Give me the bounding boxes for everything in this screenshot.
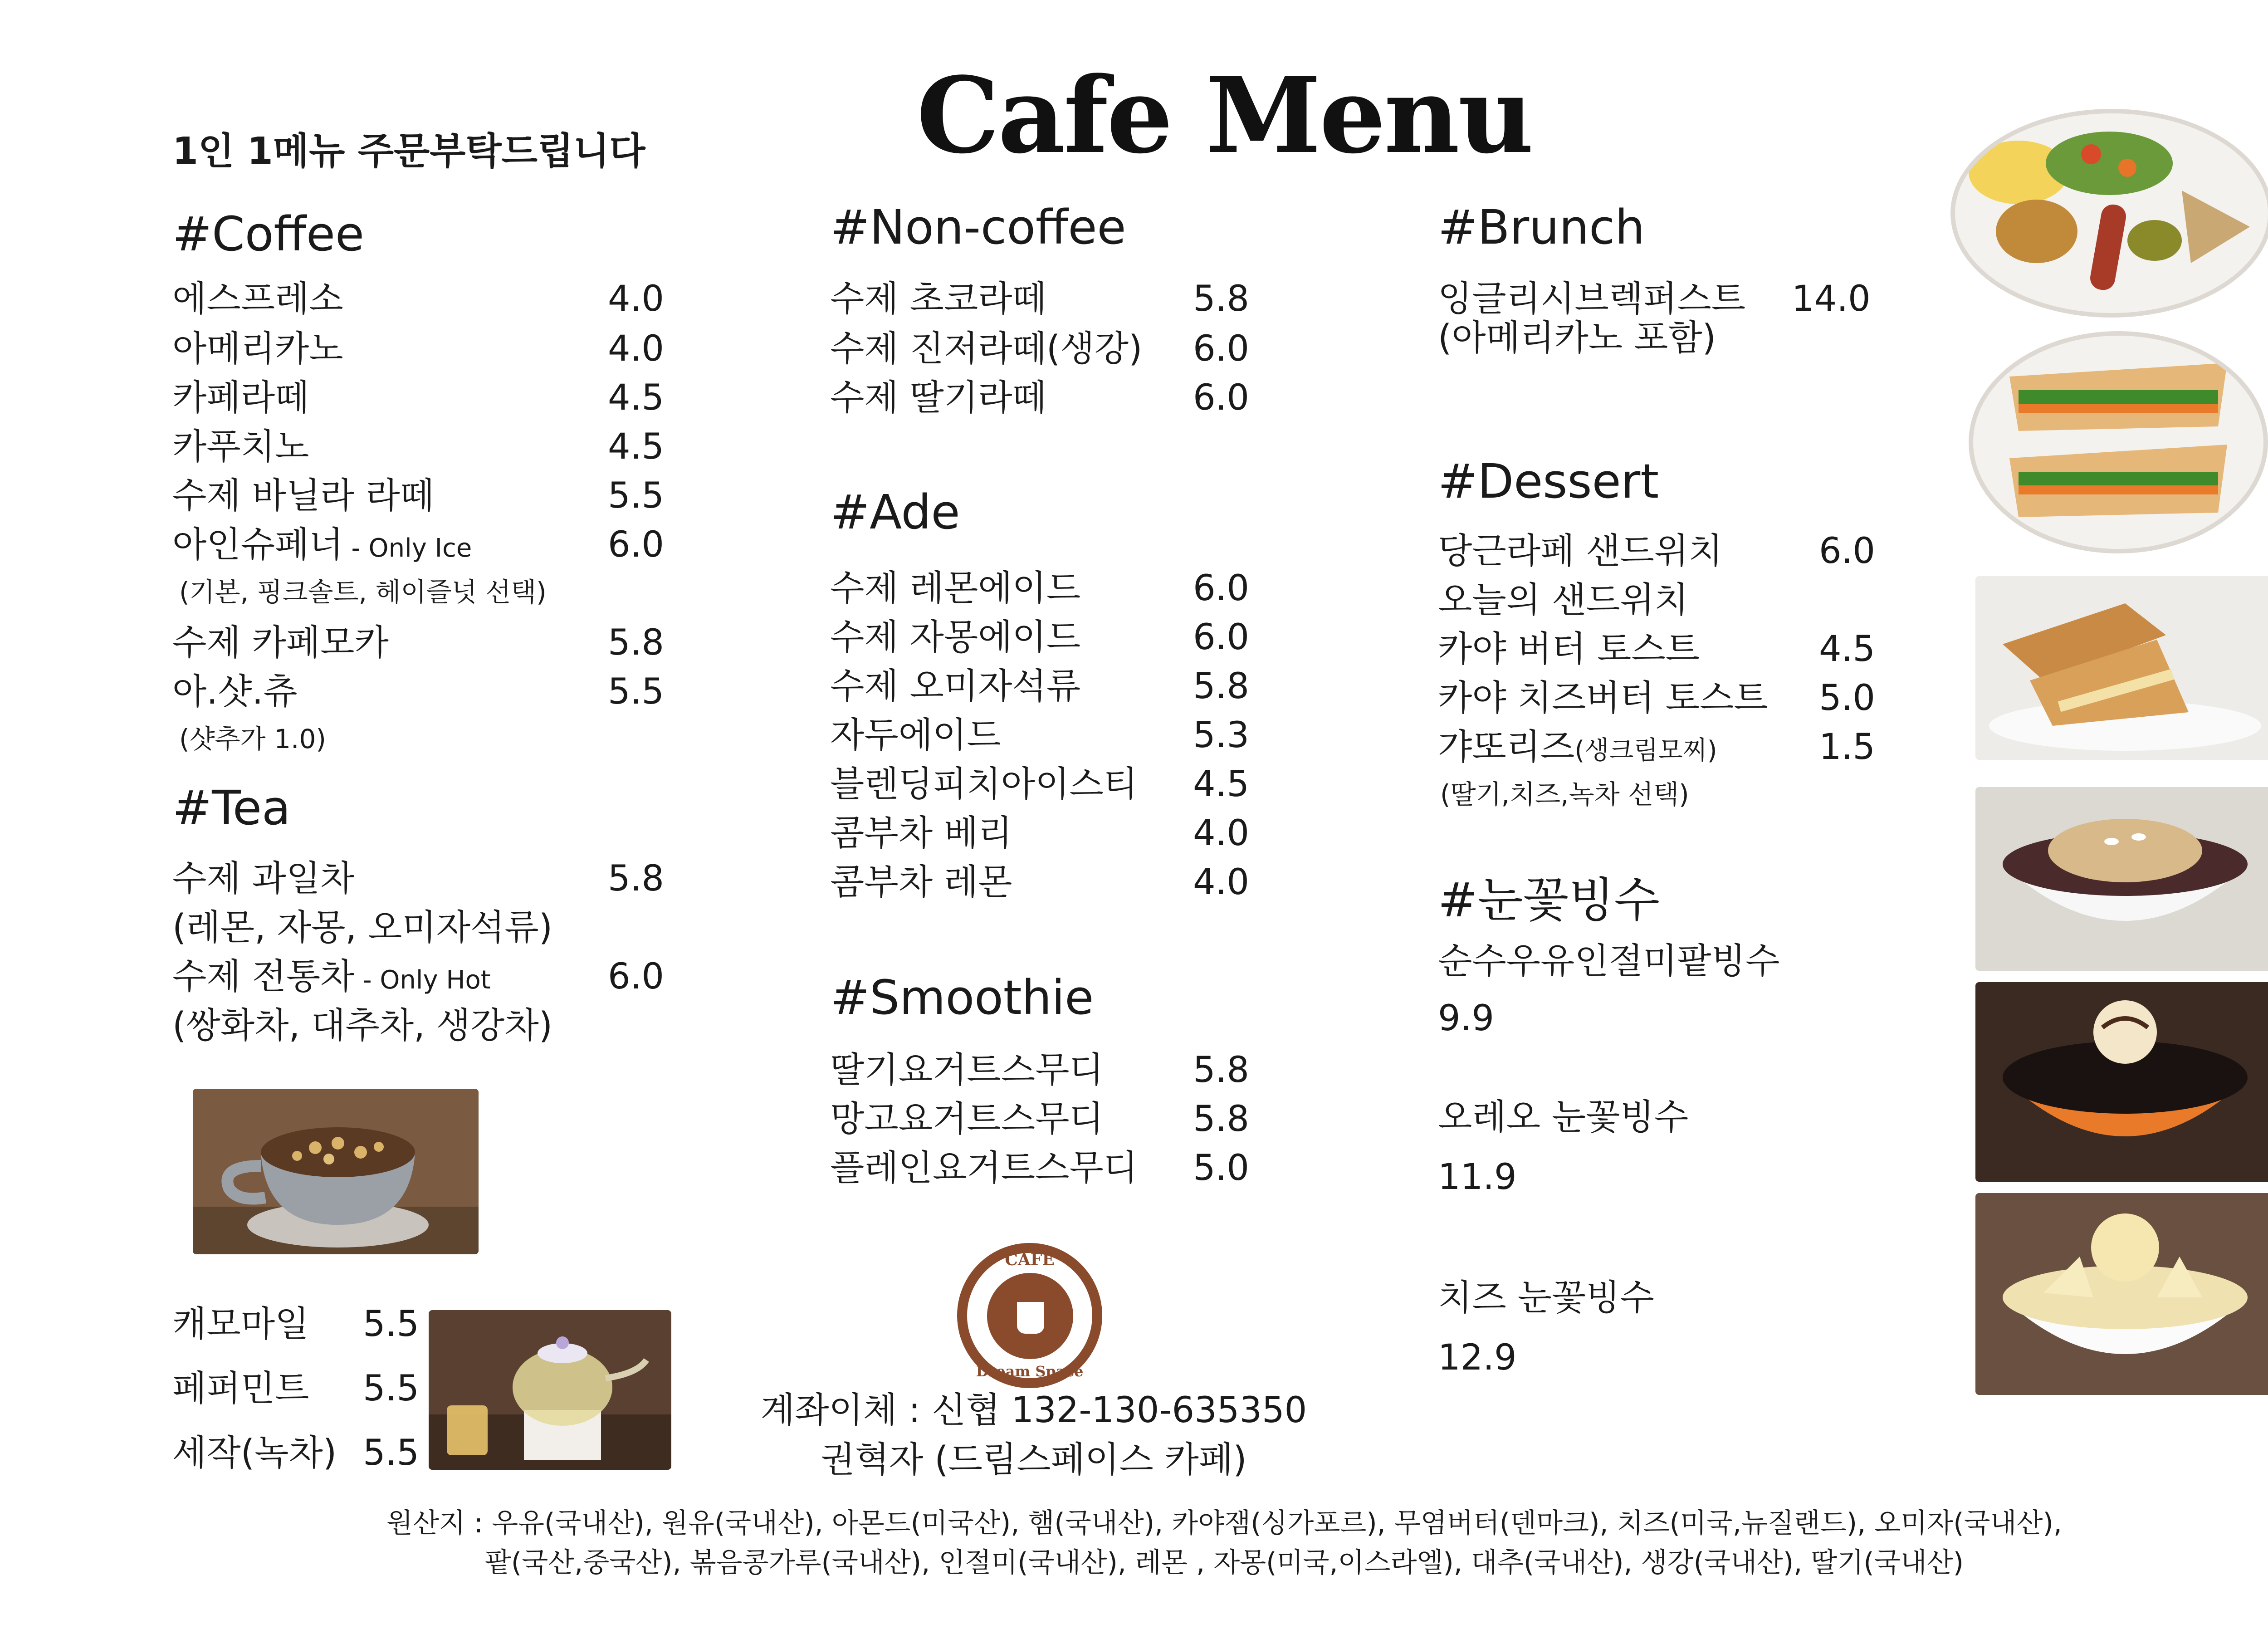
item-name: 수제 자몽에이드 xyxy=(830,617,1081,658)
item-name: 수제 레몬에이드 xyxy=(830,568,1081,609)
menu-item xyxy=(830,328,1250,369)
origin-line1: 원산지 : 우유(국내산), 원유(국내산), 아몬드(미국산), 햄(국내산), 카야잼(싱가포르), 무염버터(덴마크), 치즈(미국,뉴질랜드), 오미자(국내산), xyxy=(386,1507,2062,1539)
menu-item xyxy=(830,715,1250,756)
item-note: (쌍화차, 대추차, 생강차) xyxy=(172,1005,553,1046)
menu-item xyxy=(1438,580,1689,621)
item-price: 4.5 xyxy=(608,377,665,418)
menu-item xyxy=(172,671,665,712)
item-name: 수제 과일차 xyxy=(172,858,355,899)
menu-item xyxy=(1438,678,1876,719)
item-price: 5.8 xyxy=(1193,1050,1250,1091)
item-price: 14.0 xyxy=(1792,279,1871,319)
section-heading-brunch: #Brunch xyxy=(1438,200,1645,255)
menu-item xyxy=(830,279,1250,319)
item-name: 치즈 눈꽃빙수 xyxy=(1438,1277,1654,1318)
item-name: 딸기요거트스무디 xyxy=(830,1050,1104,1091)
menu-item xyxy=(172,475,665,516)
item-note: (레몬, 자몽, 오미자석류) xyxy=(172,907,553,948)
menu-item xyxy=(172,622,665,663)
menu-item xyxy=(172,328,665,369)
origin-info xyxy=(0,1504,2268,1583)
item-name: 아인슈페너 xyxy=(172,524,343,565)
item-suffix: - Only Hot xyxy=(354,965,491,995)
item-price: 11.9 xyxy=(1438,1157,1517,1198)
item-name: 수제 바닐라 라떼 xyxy=(172,475,435,516)
menu-item xyxy=(830,568,1250,609)
item-price: 5.0 xyxy=(1819,678,1876,719)
item-name: 자두에이드 xyxy=(830,715,1001,756)
item-name: 아.샷.츄 xyxy=(172,671,298,712)
item-price: 5.5 xyxy=(363,1368,420,1409)
item-price: 5.8 xyxy=(608,622,665,663)
item-price: 4.0 xyxy=(608,279,665,319)
item-price: 5.5 xyxy=(363,1304,420,1345)
item-name: 오레오 눈꽃빙수 xyxy=(1438,1097,1689,1138)
item-name: 수제 진저라떼(생강) xyxy=(830,328,1143,369)
item-name: 블렌딩피치아이스티 xyxy=(830,764,1138,805)
menu-item xyxy=(1438,727,1876,768)
injeolmi-bingsu-photo xyxy=(1975,787,2268,971)
item-price: 5.8 xyxy=(1193,279,1250,319)
item-name: 세작(녹차) xyxy=(172,1433,337,1473)
item-name: 수제 카페모카 xyxy=(172,622,389,663)
item-price: 12.9 xyxy=(1438,1337,1517,1378)
item-note: (아메리카노 포함) xyxy=(1438,318,1716,358)
oreo-bingsu-photo xyxy=(1975,982,2268,1182)
menu-item xyxy=(830,764,1250,805)
item-price: 6.0 xyxy=(608,524,665,565)
sandwich-plate-photo xyxy=(1969,331,2268,553)
item-name: 수제 전통차 xyxy=(172,956,355,997)
item-name: 아메리카노 xyxy=(172,328,343,369)
menu-item xyxy=(830,1148,1250,1189)
item-price: 6.0 xyxy=(1193,568,1250,609)
item-name: 콤부차 베리 xyxy=(830,813,1012,854)
item-name: 오늘의 샌드위치 xyxy=(1438,580,1689,621)
section-heading-smoothie: #Smoothie xyxy=(830,970,1094,1025)
item-name: 콤부차 레몬 xyxy=(830,862,1012,903)
menu-item xyxy=(172,377,665,418)
item-name: 당근라페 샌드위치 xyxy=(1438,531,1723,572)
item-name: 수제 초코라떼 xyxy=(830,279,1046,319)
logo-top-text: CAFE xyxy=(1005,1250,1055,1269)
item-price: 5.8 xyxy=(1193,1099,1250,1140)
item-name: 갸또리즈 xyxy=(1438,727,1575,768)
section-heading-coffee: #Coffee xyxy=(172,206,365,262)
menu-item xyxy=(172,279,665,319)
item-price: 5.8 xyxy=(608,858,665,899)
menu-item xyxy=(830,862,1250,903)
item-name: 잉글리시브렉퍼스트 xyxy=(1438,279,1746,319)
toast-photo xyxy=(1975,576,2268,760)
item-name: 망고요거트스무디 xyxy=(830,1099,1104,1140)
item-price: 5.5 xyxy=(608,475,665,516)
menu-item xyxy=(172,956,665,997)
item-price: 4.5 xyxy=(1193,764,1250,805)
section-heading-noncoffee: #Non-coffee xyxy=(830,200,1126,255)
page-title: Cafe Menu xyxy=(916,54,1532,177)
menu-item xyxy=(172,426,665,467)
item-price: 4.0 xyxy=(1193,813,1250,854)
section-heading-bingsu: #눈꽃빙수 xyxy=(1438,872,1660,928)
item-name: 페퍼민트 xyxy=(172,1368,309,1409)
menu-item xyxy=(1438,629,1876,670)
item-price: 9.9 xyxy=(1438,998,1495,1039)
item-note: (딸기,치즈,녹차 선택) xyxy=(1440,779,1689,810)
item-name: 플레인요거트스무디 xyxy=(830,1148,1138,1189)
cup-icon xyxy=(1017,1302,1044,1334)
item-name: 수제 딸기라떼 xyxy=(830,377,1046,418)
item-price: 5.5 xyxy=(363,1433,420,1473)
item-name: 캐모마일 xyxy=(172,1304,309,1345)
menu-item xyxy=(830,666,1250,707)
item-price: 6.0 xyxy=(608,956,665,997)
item-note: (샷추가 1.0) xyxy=(179,724,327,754)
item-price: 1.5 xyxy=(1819,727,1876,768)
cheese-bingsu-photo xyxy=(1975,1193,2268,1395)
item-price: 4.0 xyxy=(608,328,665,369)
item-name: 수제 오미자석류 xyxy=(830,666,1081,707)
section-heading-tea: #Tea xyxy=(172,780,291,836)
menu-item xyxy=(172,858,665,899)
item-price: 4.5 xyxy=(1819,629,1876,670)
item-name: 카야 치즈버터 토스트 xyxy=(1438,678,1768,719)
item-note: (기본, 핑크솔트, 헤이즐넛 선택) xyxy=(179,577,547,607)
menu-item xyxy=(830,1099,1250,1140)
item-price: 6.0 xyxy=(1193,377,1250,418)
menu-item xyxy=(1438,279,1871,319)
account-line2: 권혁자 (드림스페이스 카페) xyxy=(821,1439,1247,1481)
item-name: 카야 버터 토스트 xyxy=(1438,629,1700,670)
item-name: 카페라떼 xyxy=(172,377,309,418)
item-suffix: (생크림모찌) xyxy=(1574,736,1717,765)
section-heading-ade: #Ade xyxy=(830,484,960,540)
item-price: 5.8 xyxy=(1193,666,1250,707)
menu-item xyxy=(172,524,665,565)
account-line1: 계좌이체 : 신협 132-130-635350 xyxy=(760,1390,1307,1431)
item-price: 5.3 xyxy=(1193,715,1250,756)
item-name: 에스프레소 xyxy=(172,279,343,319)
origin-line2: 팥(국산,중국산), 볶음콩가루(국내산), 인절미(국내산), 레몬 , 자몽(미국,이스라엘), 대추(국내산), 생강(국내산), 딸기(국내산) xyxy=(484,1547,1964,1579)
item-price: 4.5 xyxy=(608,426,665,467)
account-info xyxy=(0,1386,2258,1485)
menu-item xyxy=(172,1304,420,1345)
cafe-logo xyxy=(957,1243,1102,1388)
logo-bottom-text: Dream Space xyxy=(976,1363,1084,1380)
menu-item xyxy=(830,617,1250,658)
menu-item xyxy=(830,377,1250,418)
breakfast-plate-photo xyxy=(1950,109,2268,318)
item-price: 6.0 xyxy=(1193,328,1250,369)
section-heading-dessert: #Dessert xyxy=(1438,454,1659,509)
tea-cup-photo xyxy=(193,1089,479,1254)
item-name: 순수우유인절미팥빙수 xyxy=(1438,941,1780,982)
order-notice: 1인 1메뉴 주문부탁드립니다 xyxy=(172,130,645,173)
item-price: 4.0 xyxy=(1193,862,1250,903)
menu-item xyxy=(1438,531,1876,572)
menu-item xyxy=(830,1050,1250,1091)
menu-item xyxy=(830,813,1250,854)
item-name: 카푸치노 xyxy=(172,426,309,467)
item-price: 5.5 xyxy=(608,671,665,712)
item-price: 5.0 xyxy=(1193,1148,1250,1189)
item-price: 6.0 xyxy=(1193,617,1250,658)
item-suffix: - Only Ice xyxy=(343,533,472,563)
item-price: 6.0 xyxy=(1819,531,1876,572)
